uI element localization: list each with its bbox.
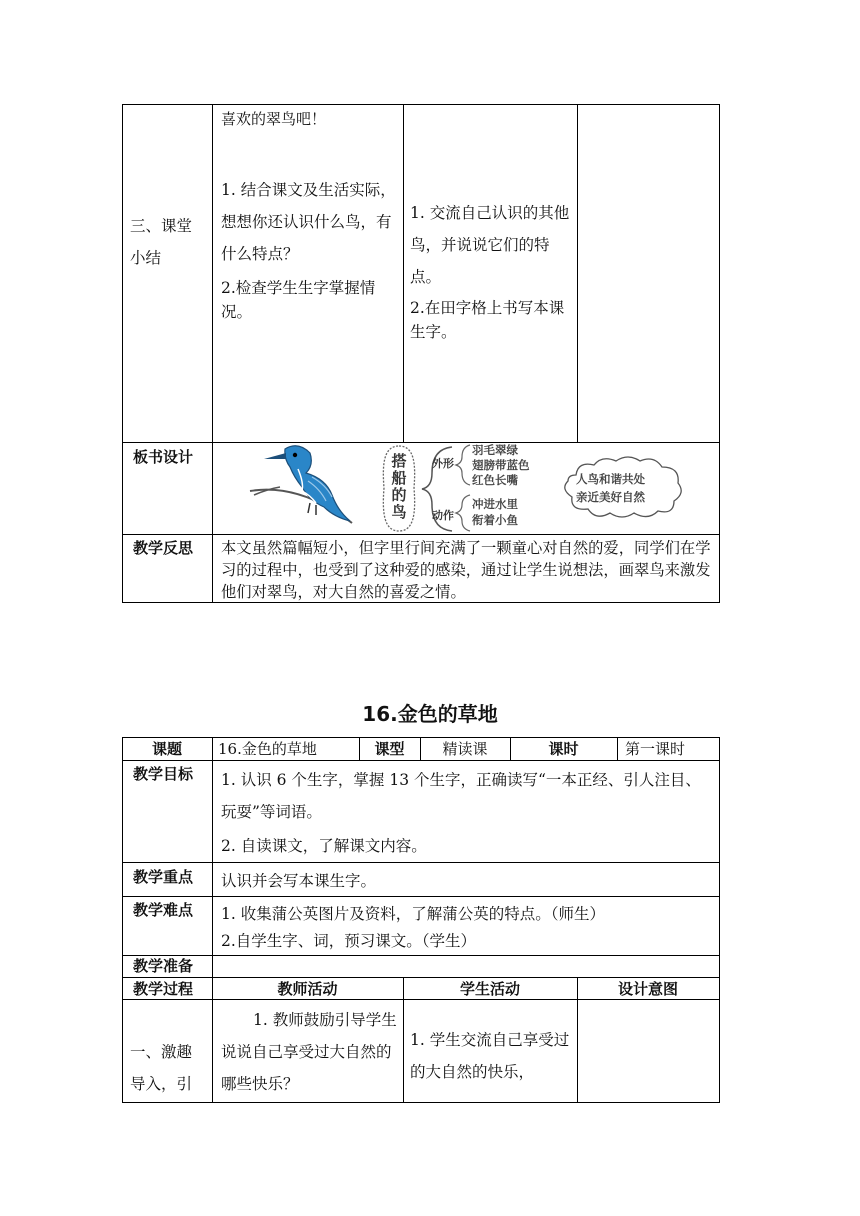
header-type-label: 课型: [374, 740, 405, 758]
difficult-item-2: 2.自学生字、词，预习课文。（学生）: [221, 932, 477, 950]
branch-appearance-label: 外形: [432, 457, 454, 470]
action-item-2: 衔着小鱼: [472, 513, 518, 527]
teacher-summary-intro: 喜欢的翠鸟吧！: [221, 110, 327, 128]
board-design-graphic: [240, 443, 710, 534]
col-teacher-header: 教师活动: [277, 980, 338, 998]
lesson-title: 16.金色的草地: [362, 702, 498, 726]
step1-teacher: 1. 教师鼓励引导学生说说自己享受过大自然的哪些快乐？: [221, 1011, 397, 1093]
small-brace-shape: [454, 443, 474, 534]
cloud-shape: [558, 453, 688, 523]
key-text: 认识并会写本课生字。: [221, 872, 377, 890]
header-type-value: 精读课: [442, 740, 488, 758]
reflection-label: 教学反思: [133, 539, 194, 557]
teacher-summary-item-2: 2.检查学生生字掌握情况。: [221, 279, 376, 321]
step1-label: 一、激趣导入，引: [130, 1043, 193, 1093]
prep-label: 教学准备: [133, 957, 194, 975]
board-center-title: 搭船的鸟: [391, 452, 407, 521]
board-design-label: 板书设计: [133, 448, 194, 466]
kingfisher-illustration: [240, 443, 370, 534]
branch-action-label: 动作: [432, 509, 454, 522]
summary-stage-label: 三、课堂小结: [130, 217, 193, 267]
appearance-item-3: 红色长嘴: [472, 473, 518, 487]
key-label: 教学重点: [133, 868, 194, 886]
action-item-1: 冲进水里: [472, 497, 518, 511]
header-period-label: 课时: [548, 740, 579, 758]
reflection-text: 本文虽然篇幅短小，但字里行间充满了一颗童心对自然的爱，同学们在学习的过程中，也受到了这种爱的感染，通过让学生说想法，画翠鸟来激发他们对翠鸟，对大自然的喜爱之情。: [221, 539, 711, 601]
goals-item-2: 2. 自读课文，了解课文内容。: [221, 837, 427, 855]
process-label: 教学过程: [133, 980, 194, 998]
col-student-header: 学生活动: [459, 980, 520, 998]
difficult-item-1: 1. 收集蒲公英图片及资料，了解蒲公英的特点。（师生）: [221, 905, 605, 923]
step1-student: 1. 学生交流自己享受过的大自然的快乐，: [410, 1031, 570, 1081]
appearance-item-1: 羽毛翠绿: [472, 443, 518, 457]
cloud-line-2: 亲近美好自然: [576, 490, 645, 504]
difficult-label: 教学难点: [133, 901, 194, 919]
header-period-value: 第一课时: [625, 740, 686, 758]
cloud-line-1: 人鸟和谐共处: [576, 472, 645, 486]
header-topic-value: 16.金色的草地: [218, 740, 317, 758]
teacher-summary-item-1: 1. 结合课文及生活实际，想想你还认识什么鸟，有什么特点？: [221, 181, 396, 263]
student-summary-item-1: 1. 交流自己认识的其他鸟，并说说它们的特点。: [410, 204, 570, 286]
header-topic-label: 课题: [151, 740, 182, 758]
goals-label: 教学目标: [133, 765, 194, 783]
col-design-header: 设计意图: [617, 980, 678, 998]
appearance-item-2: 翅膀带蓝色: [472, 458, 530, 472]
student-summary-item-2: 2.在田字格上书写本课生字。: [410, 299, 565, 341]
goals-item-1: 1. 认识 6 个生字，掌握 13 个生字，正确读写“一本正经、引人注目、玩耍”等词语。: [221, 771, 701, 821]
